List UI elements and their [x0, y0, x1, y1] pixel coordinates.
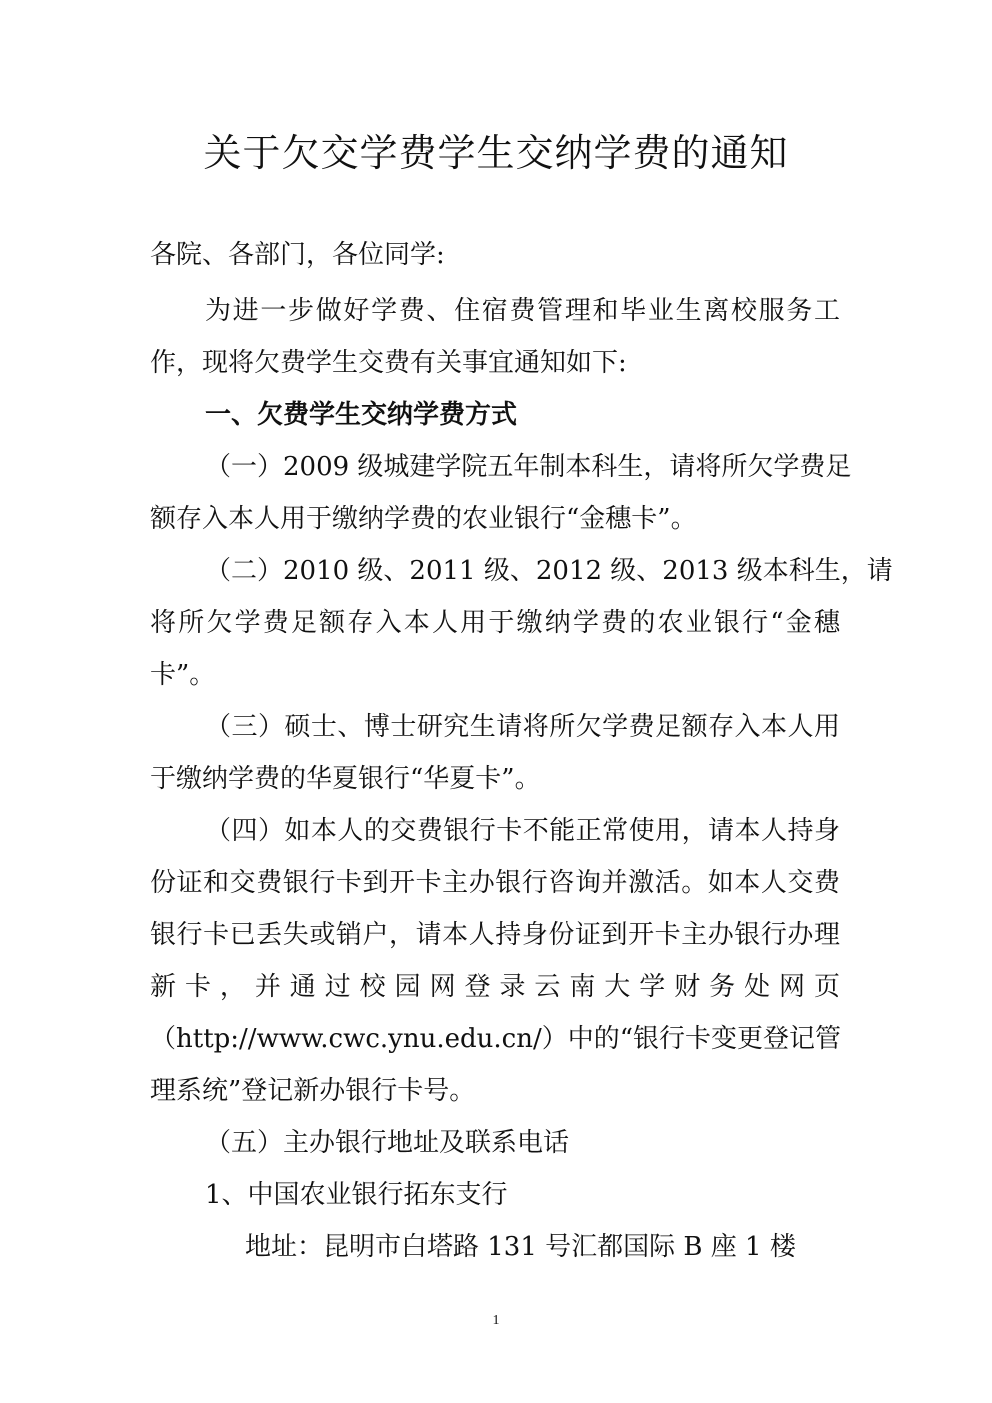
- item-2-line-1: （二）2010 级、2011 级、2012 级、2013 级本科生，请: [205, 556, 893, 586]
- salutation: 各院、各部门，各位同学:: [150, 240, 445, 270]
- item-3-line-2: 于缴纳学费的华夏银行“华夏卡”。: [150, 764, 541, 794]
- document-title: 关于欠交学费学生交纳学费的通知: [203, 131, 789, 175]
- bank-1-address: 地址：昆明市白塔路 131 号汇都国际 B 座 1 楼: [245, 1232, 796, 1262]
- bank-1-name: 1、中国农业银行拓东支行: [205, 1180, 508, 1210]
- item-4-line-2: 份证和交费银行卡到开卡主办银行咨询并激活。如本人交费: [150, 868, 840, 898]
- item-3-line-1: （三）硕士、博士研究生请将所欠学费足额存入本人用: [205, 712, 840, 742]
- item-4-line-1: （四）如本人的交费银行卡不能正常使用，请本人持身: [205, 816, 840, 846]
- item-1-line-1: （一）2009 级城建学院五年制本科生，请将所欠学费足: [205, 452, 852, 482]
- item-4-line-5-url: （http://www.cwc.ynu.edu.cn/）中的“银行卡变更登记管: [150, 1024, 841, 1054]
- item-1-line-2: 额存入本人用于缴纳学费的农业银行“金穗卡”。: [150, 504, 697, 534]
- intro-line-1: 为进一步做好学费、住宿费管理和毕业生离校服务工: [205, 296, 840, 326]
- item-4-line-3: 银行卡已丢失或销户，请本人持身份证到开卡主办银行办理: [150, 920, 840, 950]
- item-2-line-2: 将所欠学费足额存入本人用于缴纳学费的农业银行“金穗: [150, 608, 840, 638]
- item-4-line-4: 新卡，并通过校园网登录云南大学财务处网页: [150, 972, 840, 1002]
- item-5-heading: （五）主办银行地址及联系电话: [205, 1128, 570, 1158]
- item-4-line-6: 理系统”登记新办银行卡号。: [150, 1076, 476, 1106]
- intro-line-2: 作，现将欠费学生交费有关事宜通知如下:: [150, 348, 627, 378]
- section-1-heading: 一、欠费学生交纳学费方式: [205, 400, 518, 430]
- item-2-line-3: 卡”。: [150, 660, 216, 690]
- page-number: 1: [492, 1313, 500, 1328]
